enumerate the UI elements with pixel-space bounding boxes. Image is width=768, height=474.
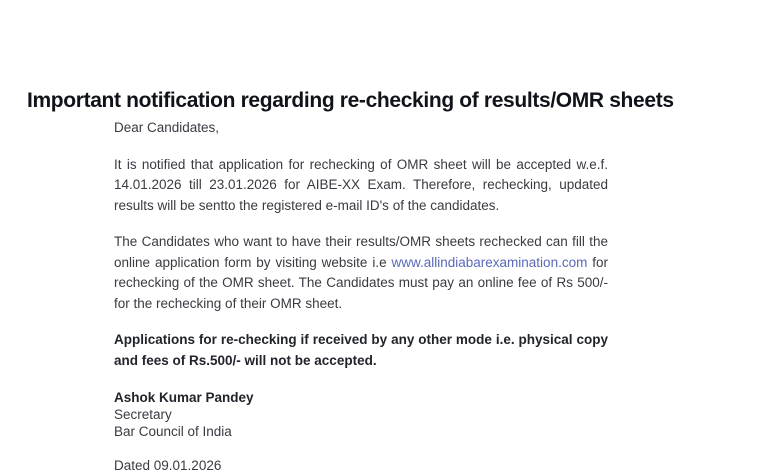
paragraph-text-after-link: for rechecking of the OMR sheet. The Candidates must pay an online fee of Rs 500/- for the rechecking of their OMR sheet.	[114, 254, 608, 311]
signatory-organisation: Bar Council of India	[114, 424, 232, 439]
paragraph-application-details	[114, 232, 608, 314]
bar-examination-website-link[interactable]: www.allindiabarexamination.com	[391, 254, 588, 270]
page-title: Important notification regarding re-checking of results/OMR sheets	[27, 89, 674, 113]
signatory-name: Ashok Kumar Pandey	[114, 390, 254, 405]
paragraph-rechecking-window: It is notified that application for rechecking of OMR sheet will be accepted w.e.f. 14.01.2026 till 23.01.2026 for AIBE-XX Exam. Therefore, rechecking, updated results will be sentto the registered e-mail ID's of the candidates.	[114, 156, 608, 213]
paragraph-text-before-link: The Candidates who want to have their results/OMR sheets rechecked can fill the online application form by visiting website i.e	[114, 234, 608, 270]
notice-date: Dated 09.01.2026	[114, 458, 222, 473]
signatory-designation: Secretary	[114, 407, 172, 422]
notice-body	[114, 118, 608, 474]
salutation-text: Dear Candidates,	[114, 120, 220, 135]
paragraph-mode-rejection-notice: Applications for re-checking if received by any other mode i.e. physical copy and fees of Rs.500/- will not be accepted.	[114, 332, 608, 368]
